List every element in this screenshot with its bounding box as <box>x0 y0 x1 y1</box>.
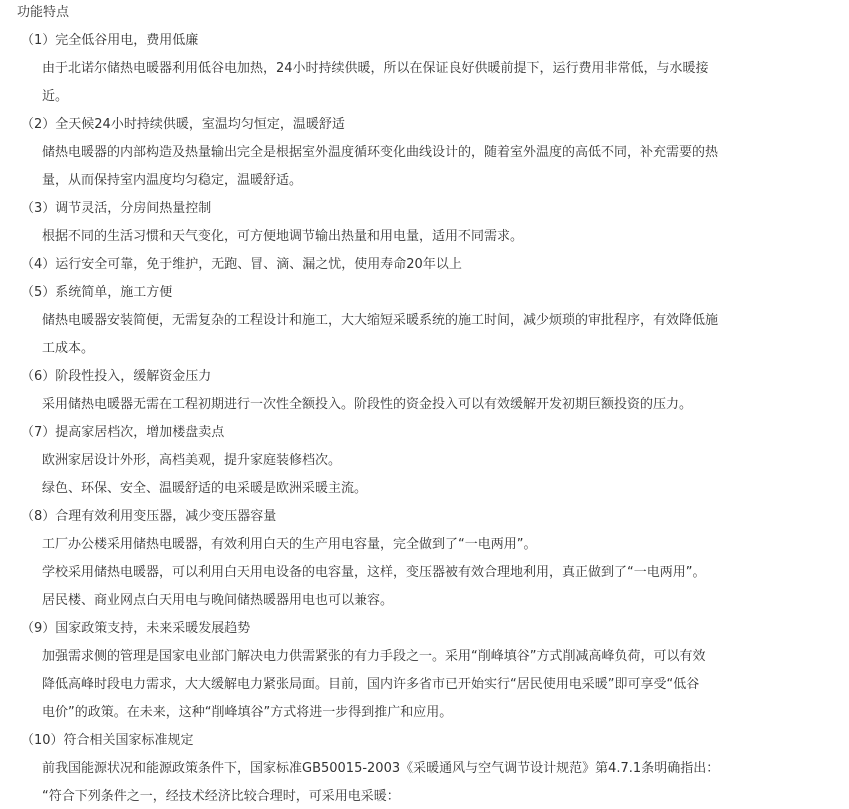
item-heading-9: （9）国家政策支持，未来采暖发展趋势 <box>21 621 251 636</box>
item-heading-1: （1）完全低谷用电，费用低廉 <box>21 33 199 48</box>
item-5-line-1: 储热电暖器安装简便，无需复杂的工程设计和施工，大大缩短采暖系统的施工时间，减少烦琐的审批程序，有效降低施 <box>42 313 719 328</box>
item-9-line-1: 加强需求侧的管理是国家电业部门解决电力供需紧张的有力手段之一。采用“削峰填谷”方式削减高峰负荷，可以有效 <box>42 649 706 664</box>
item-8-line-2: 学校采用储热电暖器，可以利用白天用电设备的电容量，这样，变压器被有效合理地利用，真正做到了“一电两用”。 <box>42 565 706 580</box>
item-9-line-3: 电价”的政策。在未来，这种“削峰填谷”方式将进一步得到推广和应用。 <box>42 705 453 720</box>
section-title: 功能特点 <box>17 5 70 20</box>
item-6-line-1: 采用储热电暖器无需在工程初期进行一次性全额投入。阶段性的资金投入可以有效缓解开发初期巨额投资的压力。 <box>42 397 693 412</box>
item-2-line-1: 储热电暖器的内部构造及热量输出完全是根据室外温度循环变化曲线设计的，随着室外温度的高低不同，补充需要的热 <box>42 145 719 160</box>
item-2-line-2: 量，从而保持室内温度均匀稳定，温暖舒适。 <box>42 173 303 188</box>
item-9-line-2: 降低高峰时段电力需求，大大缓解电力紧张局面。目前，国内许多省市已开始实行“居民使用电采暖”即可享受“低谷 <box>42 677 700 692</box>
item-heading-10: （10）符合相关国家标准规定 <box>21 733 194 748</box>
item-heading-3: （3）调节灵活，分房间热量控制 <box>21 201 212 216</box>
item-10-line-2: “符合下列条件之一，经技术经济比较合理时，可采用电采暖： <box>42 789 400 804</box>
item-3-line-1: 根据不同的生活习惯和天气变化，可方便地调节输出热量和用电量，适用不同需求。 <box>42 229 524 244</box>
item-heading-5: （5）系统简单，施工方便 <box>21 285 173 300</box>
item-1-line-2: 近。 <box>42 89 69 104</box>
item-heading-2: （2）全天候24小时持续供暖，室温均匀恒定，温暖舒适 <box>21 117 345 132</box>
item-8-line-3: 居民楼、商业网点白天用电与晚间储热暖器用电也可以兼容。 <box>42 593 394 608</box>
item-10-line-1: 前我国能源状况和能源政策条件下，国家标准GB50015-2003《采暖通风与空气调节设计规范》第4.7.1条明确指出： <box>42 761 720 776</box>
item-heading-6: （6）阶段性投入，缓解资金压力 <box>21 369 212 384</box>
item-1-line-1: 由于北诺尔储热电暖器利用低谷电加热，24小时持续供暖，所以在保证良好供暖前提下，运行费用非常低，与水暖接 <box>42 61 709 76</box>
item-heading-7: （7）提高家居档次，增加楼盘卖点 <box>21 425 225 440</box>
item-7-line-2: 绿色、环保、安全、温暖舒适的电采暖是欧洲采暖主流。 <box>42 481 368 496</box>
item-heading-8: （8）合理有效利用变压器，减少变压器容量 <box>21 509 277 524</box>
item-7-line-1: 欧洲家居设计外形，高档美观，提升家庭装修档次。 <box>42 453 342 468</box>
item-8-line-1: 工厂办公楼采用储热电暖器，有效利用白天的生产用电容量，完全做到了“一电两用”。 <box>42 537 537 552</box>
item-5-line-2: 工成本。 <box>42 341 95 356</box>
item-heading-4: （4）运行安全可靠，免于维护，无跑、冒、滴、漏之忧，使用寿命20年以上 <box>21 257 462 272</box>
